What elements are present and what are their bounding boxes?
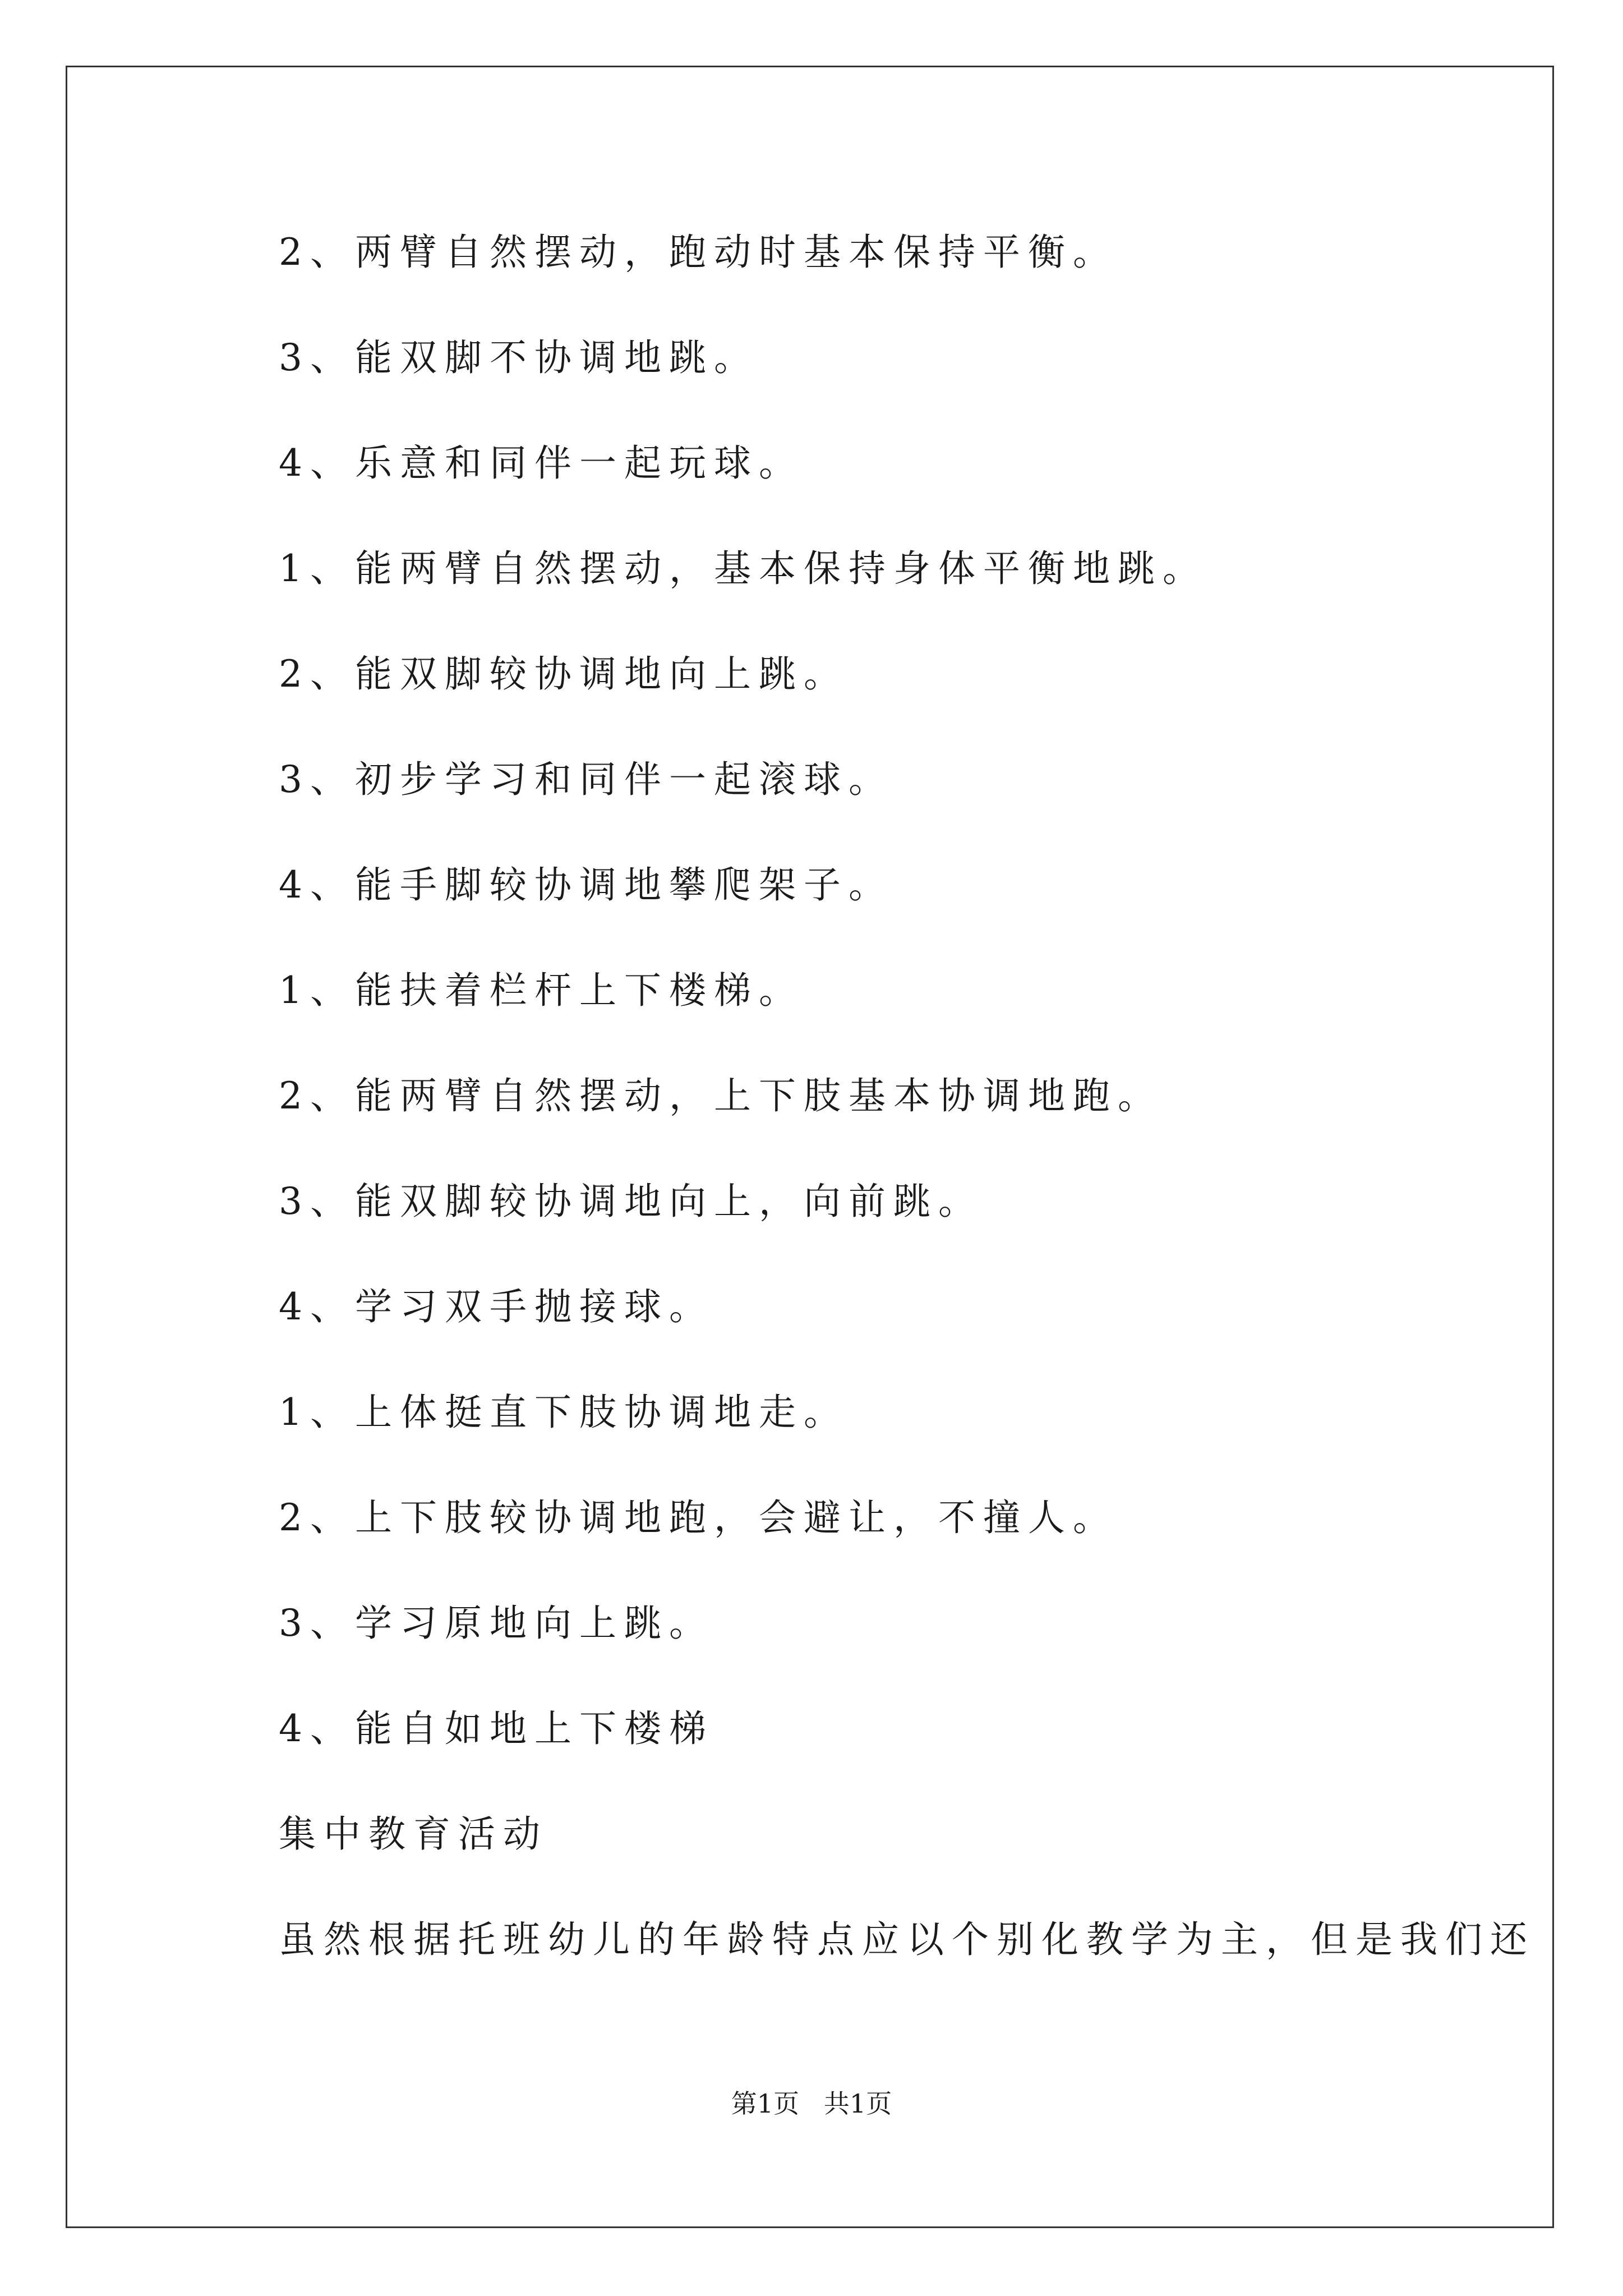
text-line: 2、能双脚较协调地向上跳。	[279, 652, 849, 696]
text-line: 4、能手脚较协调地攀爬架子。	[279, 863, 893, 907]
text-line: 2、上下肢较协调地跑，会避让，不撞人。	[279, 1496, 1118, 1539]
text-line: 1、上体挺直下肢协调地走。	[279, 1391, 849, 1434]
section-heading: 集中教育活动	[279, 1812, 548, 1856]
page-number-footer: 第1页 共1页	[731, 2088, 892, 2119]
text-line: 虽然根据托班幼儿的年龄特点应以个别化教学为主，但是我们还	[279, 1918, 1535, 1961]
text-line: 1、能扶着栏杆上下楼梯。	[279, 969, 804, 1012]
text-line: 3、能双脚较协调地向上，向前跳。	[279, 1180, 983, 1223]
text-line: 1、能两臂自然摆动，基本保持身体平衡地跳。	[279, 547, 1207, 590]
text-line: 3、学习原地向上跳。	[279, 1602, 714, 1645]
text-line: 3、初步学习和同伴一起滚球。	[279, 758, 893, 801]
text-line: 4、能自如地上下楼梯	[279, 1707, 714, 1750]
text-line: 4、乐意和同伴一起玩球。	[279, 441, 804, 485]
text-line: 2、两臂自然摆动，跑动时基本保持平衡。	[279, 231, 1118, 274]
text-line: 4、学习双手抛接球。	[279, 1285, 714, 1328]
text-line: 2、能两臂自然摆动，上下肢基本协调地跑。	[279, 1074, 1163, 1117]
document-body	[279, 219, 1535, 2012]
text-line: 3、能双脚不协调地跳。	[279, 336, 759, 379]
